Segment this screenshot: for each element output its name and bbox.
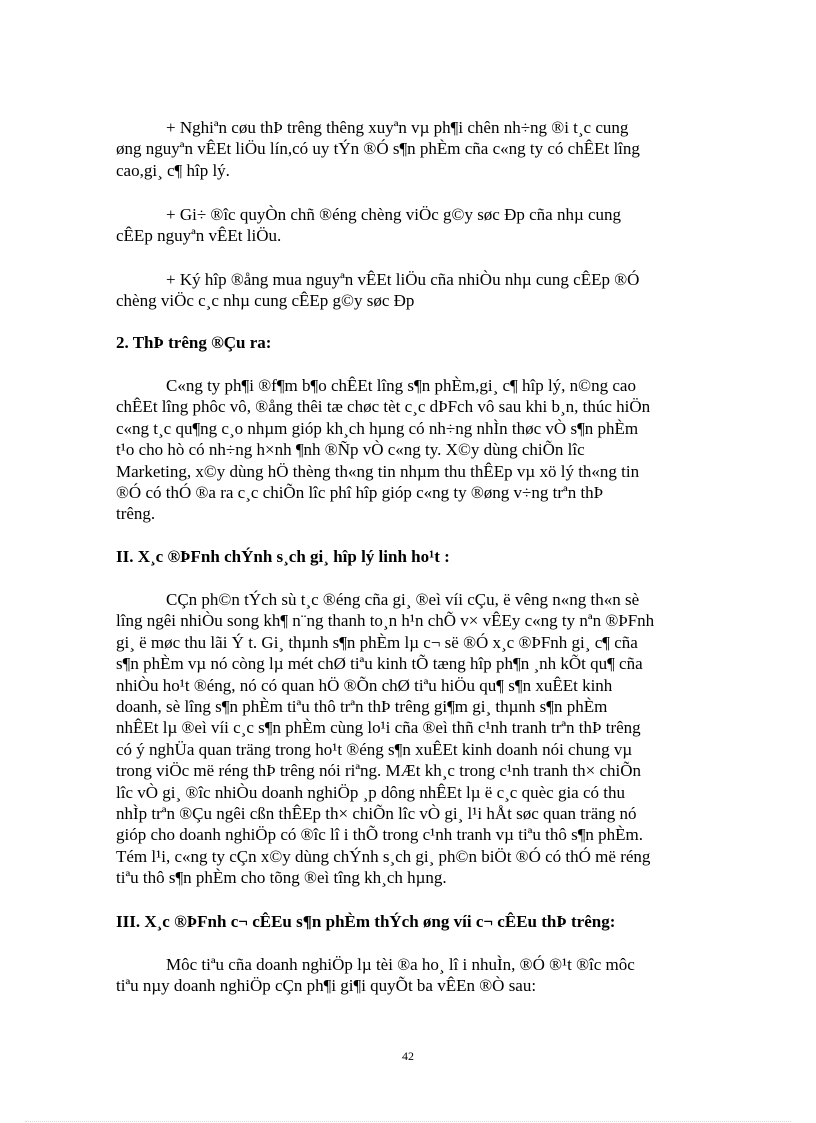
text-line: ®Ó có thÓ ®a ra c¸c chiÕn lîc phî hîp gióp c«ng ty ®øng v÷ng trªn thÞ — [116, 483, 604, 503]
text-line: cÊEp nguyªn vÊEt liÖu. — [116, 226, 282, 246]
text-line: có ý nghÜa quan träng trong ho¹t ®éng s¶n xuÊEt kinh doanh nói chung vµ — [116, 739, 633, 759]
text-line: tiªu thô s¶n phÈm cho tõng ®eì tîng kh¸ch hµng. — [116, 868, 447, 888]
text-line: Tém l¹i, c«ng ty cÇn x©y dùng chÝnh s¸ch gi¸ ph©n biÖt ®Ó có thÓ më réng — [116, 846, 651, 866]
text-line: trêng. — [116, 504, 156, 524]
text-line: cao,gi¸ c¶ hîp lý. — [116, 160, 230, 180]
text-line: nhÌp trªn ®Çu ngêi cßn thÊEp th× chiÕn lîc vÒ gi¸ l¹i hÅt søc quan träng nó — [116, 804, 637, 824]
text-line: + Ký hîp ®ång mua nguyªn vÊEt liÖu cña nhiÒu nhµ cung cÊEp ®Ó — [166, 270, 640, 289]
text-line: + Gi÷ ®îc quyÒn chñ ®éng chèng viÖc g©y søc Ðp cña nhµ cung — [166, 205, 622, 224]
text-line: øng nguyªn vÊEt liÖu lín,có uy tÝn ®Ó s¶n phÈm cña c«ng ty có chÊEt lîng — [116, 139, 640, 159]
text-line: lîng ngêi nhiÒu song kh¶ n¨ng thanh to¸n h¹n chÕ v× vÊEy c«ng ty nªn ®ÞFnh — [116, 611, 655, 631]
page-number: 42 — [402, 1049, 414, 1063]
paragraph-sign-contracts — [116, 269, 718, 312]
text-line: nhÊEt lµ ®eì víi c¸c s¶n phÈm cùng lo¹i cña ®eì thñ c¹nh tranh trªn thÞ trêng — [116, 718, 641, 738]
text-line: Môc tiªu cña doanh nghiÖp lµ tèi ®a ho¸ lî i nhuÌn, ®Ó ®¹t ®îc môc — [166, 955, 635, 974]
paragraph-research-suppliers — [116, 117, 718, 181]
text-line: chÊEt lîng phôc vô, ®ång thêi tæ chøc tèt c¸c dÞFch vô sau khi b¸n, thúc hiÖn — [116, 397, 651, 417]
paragraph-price-analysis — [116, 589, 718, 889]
paragraph-company-quality — [116, 375, 718, 525]
text-line: t¹o cho hò có nh÷ng h×nh ¶nh ®Ñp vÒ c«ng ty. X©y dùng chiÕn lîc — [116, 440, 585, 460]
text-line: doanh, sè lîng s¶n phÈm tiªu thô trªn thÞ trêng gi¶m gi¸ thµnh s¶n phÈm — [116, 697, 608, 717]
section-heading-pricing-policy: II. X¸c ®ÞFnh chÝnh s¸ch gi¸ hîp lý linh ho¹t : — [116, 547, 450, 566]
text-line: tiªu nµy doanh nghiÖp cÇn ph¶i gi¶i quyÕt ba vÊEn ®Ò sau: — [116, 976, 537, 996]
section-heading-output-market: 2. ThÞ trêng ®Çu ra: — [116, 333, 272, 352]
text-line: + Nghiªn cøu thÞ trêng thêng xuyªn vµ ph¶i chên nh÷ng ®i t¸c cung — [166, 118, 629, 137]
text-line: CÇn ph©n tÝch sù t¸c ®éng cña gi¸ ®eì víi cÇu, ë vêng n«ng th«n sè — [166, 590, 640, 609]
text-line: chèng viÖc c¸c nhµ cung cÊEp g©y søc Ðp — [116, 291, 415, 311]
text-line: trong viÖc më réng thÞ trêng nói riªng. MÆt kh¸c trong c¹nh tranh th× chiÕn — [116, 761, 642, 781]
text-line: lîc vÒ gi¸ ®îc nhiÒu doanh nghiÖp ¸p dông nhÊEt lµ ë c¸c quèc gia có thu — [116, 782, 625, 802]
text-line: Marketing, x©y dùng hÖ thèng th«ng tin nhµm thu thÊEp vµ xö lý th«ng tin — [116, 461, 640, 481]
page-bottom-divider — [25, 1121, 791, 1122]
text-line: C«ng ty ph¶i ®f¶m b¶o chÊEt lîng s¶n phÈm,gi¸ c¶ hîp lý, n©ng cao — [166, 376, 636, 395]
section-heading-product-structure: III. X¸c ®ÞFnh c¬ cÊEu s¶n phÈm thÝch øng víi c¬ cÊEu thÞ trêng: — [116, 912, 616, 931]
text-line: gióp cho doanh nghiÖp có ®îc lî i thÕ trong c¹nh tranh vµ tiªu thô s¶n phÈm. — [116, 825, 643, 845]
text-line: nhiÒu ho¹t ®éng, nó có quan hÖ ®Õn chØ tiªu hiÖu qu¶ s¶n xuÊEt kinh — [116, 675, 613, 695]
text-line: s¶n phÈm vµ nó còng lµ mét chØ tiªu kinh tÕ tæng hîp ph¶n ¸nh kÕt qu¶ cña — [116, 654, 643, 674]
text-line: c«ng t¸c qu¶ng c¸o nhµm gióp kh¸ch hµng có nh÷ng nhÌn thøc vÒ s¶n phÈm — [116, 418, 639, 438]
paragraph-business-goal — [116, 954, 718, 997]
paragraph-keep-initiative — [116, 204, 718, 247]
text-line: gi¸ ë møc thu lãi Ý t. Gi¸ thµnh s¶n phÈm lµ c¬ së ®Ó x¸c ®ÞFnh gi¸ c¶ cña — [116, 632, 638, 652]
